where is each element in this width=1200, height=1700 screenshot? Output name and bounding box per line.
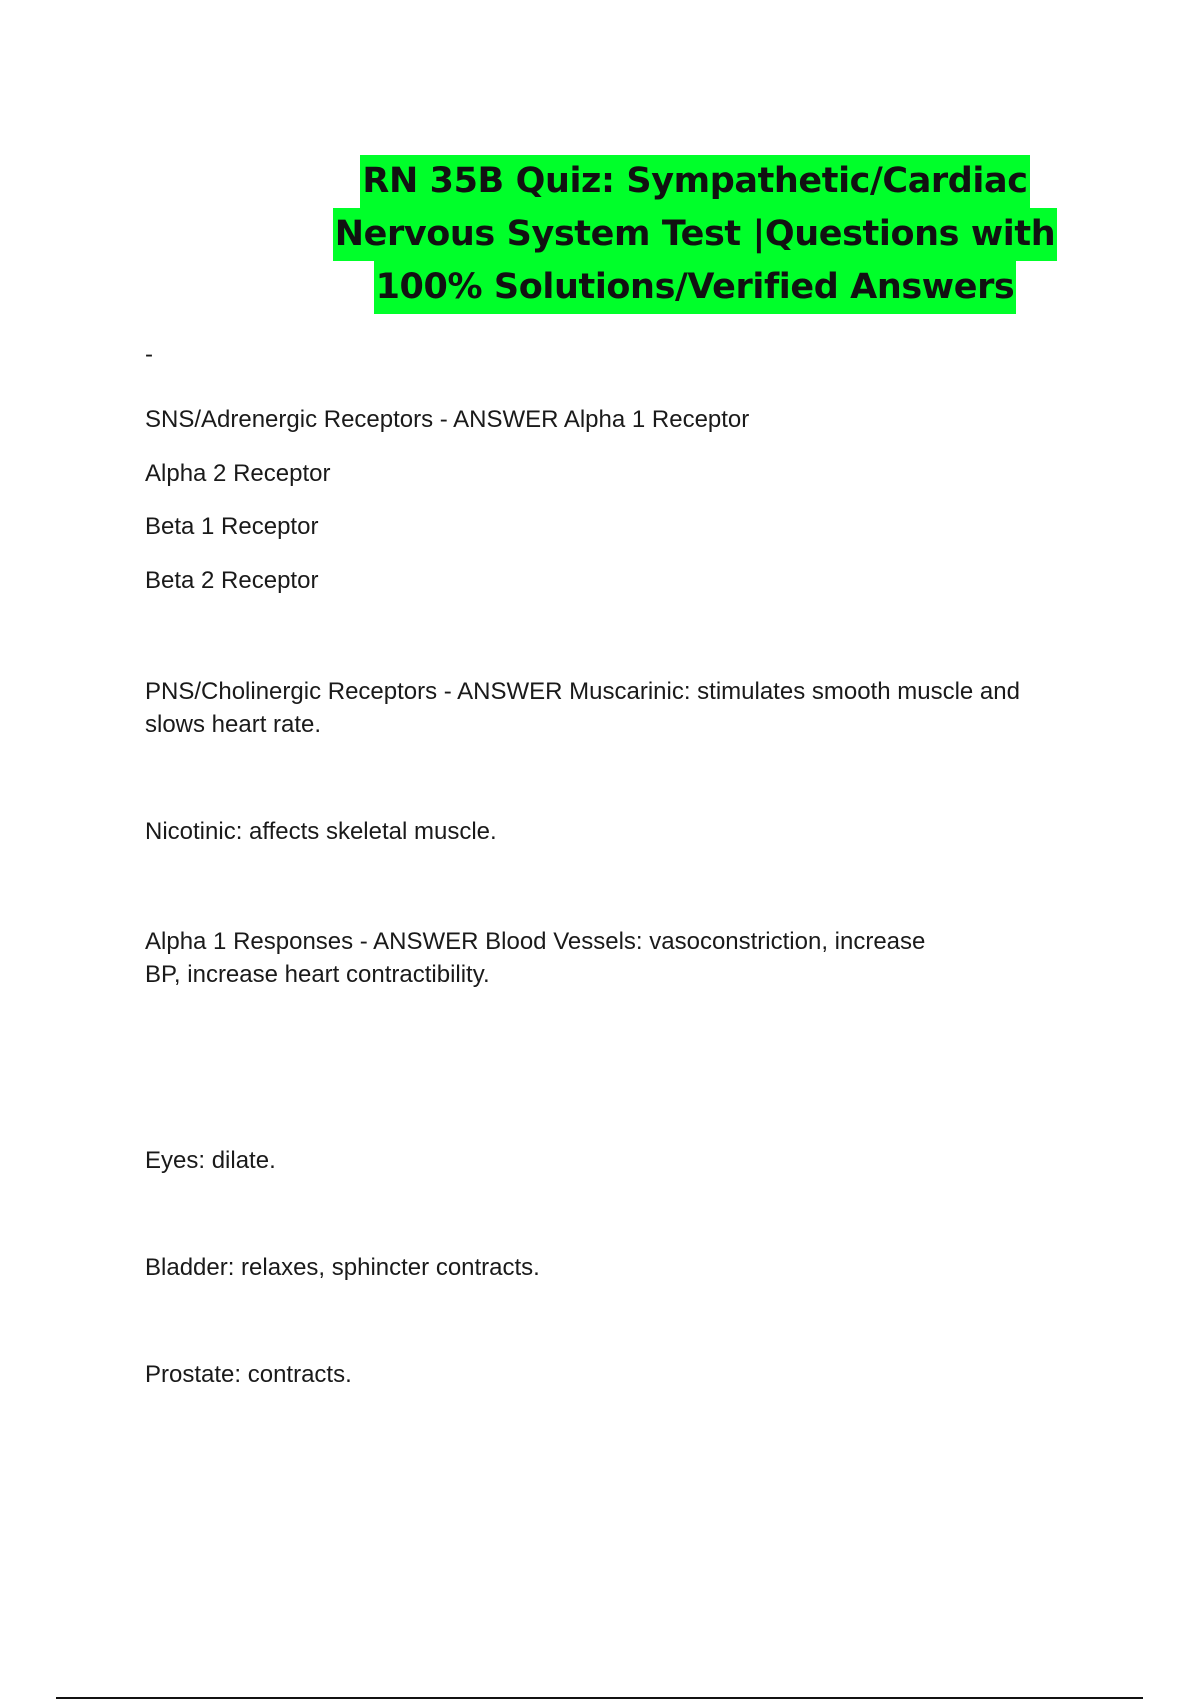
- text-line: PNS/Cholinergic Receptors - ANSWER Muscarinic: stimulates smooth muscle and: [145, 678, 1020, 705]
- title-line: RN 35B Quiz: Sympathetic/Cardiac: [360, 155, 1029, 208]
- text-line: Prostate: contracts.: [145, 1361, 352, 1388]
- text-line: Beta 1 Receptor: [145, 513, 319, 540]
- text-line: Bladder: relaxes, sphincter contracts.: [145, 1254, 540, 1281]
- text-line: Eyes: dilate.: [145, 1147, 276, 1174]
- text-line: Alpha 2 Receptor: [145, 460, 331, 487]
- text-line: slows heart rate.: [145, 711, 322, 738]
- text-line: BP, increase heart contractibility.: [145, 961, 490, 988]
- text-line: SNS/Adrenergic Receptors - ANSWER Alpha 1 Receptor: [145, 406, 750, 433]
- text-line: Nicotinic: affects skeletal muscle.: [145, 818, 497, 845]
- text-line: Beta 2 Receptor: [145, 567, 319, 594]
- title-line: Nervous System Test |Questions with: [333, 208, 1058, 261]
- footer-rule: [56, 1697, 1143, 1699]
- text-line: Alpha 1 Responses - ANSWER Blood Vessels: vasoconstriction, increase: [145, 928, 926, 955]
- title-line: 100% Solutions/Verified Answers: [374, 261, 1017, 314]
- document-title: [330, 155, 1060, 314]
- separator-dash: -: [145, 341, 153, 368]
